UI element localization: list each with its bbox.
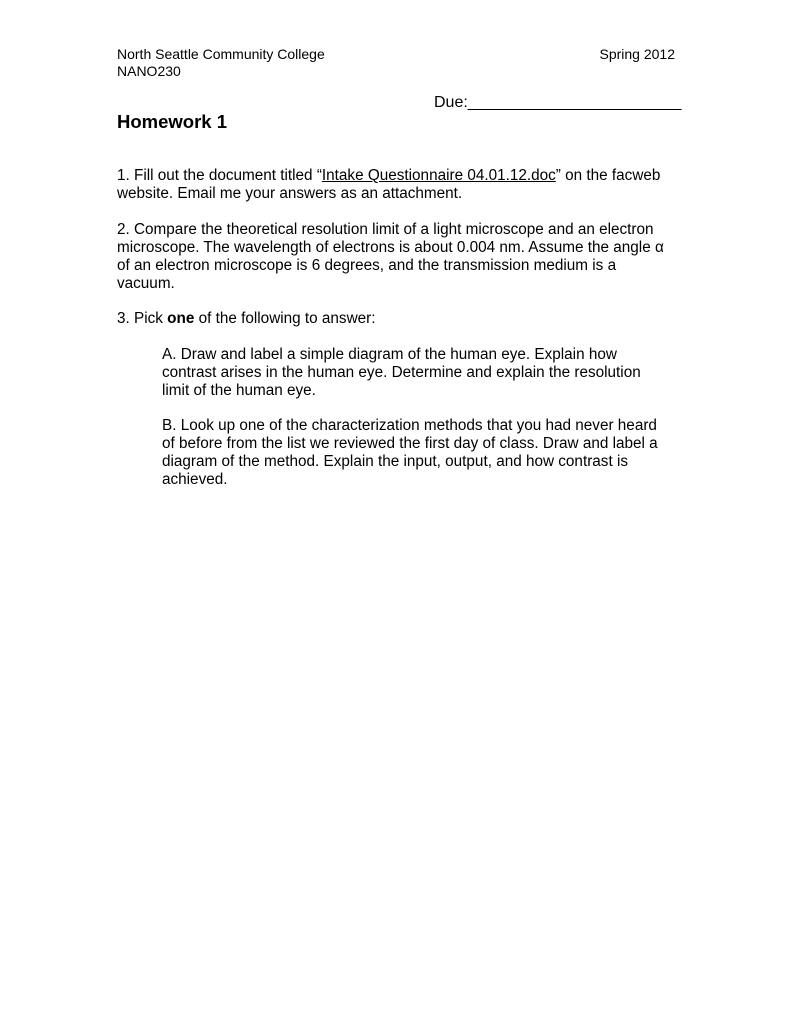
option-b-line-2: of before from the list we reviewed the first day of class. Draw and label a bbox=[162, 435, 658, 452]
option-b-line-1: B. Look up one of the characterization methods that you had never heard bbox=[162, 417, 657, 434]
institution-name: North Seattle Community College bbox=[117, 46, 325, 62]
due-label: Due: bbox=[434, 94, 468, 111]
question-3-text-before: 3. Pick bbox=[117, 310, 168, 327]
header-left bbox=[117, 46, 325, 80]
option-a-line-3: limit of the human eye. bbox=[162, 382, 316, 399]
option-a bbox=[162, 346, 674, 400]
question-1-text-after-link: ” on the facweb bbox=[555, 167, 661, 184]
term-label: Spring 2012 bbox=[599, 46, 675, 62]
option-b-line-3: diagram of the method. Explain the input, output, and how contrast is bbox=[162, 453, 628, 470]
page-title: Homework 1 bbox=[117, 111, 228, 132]
option-a-line-1: A. Draw and label a simple diagram of the human eye. Explain how bbox=[162, 346, 617, 363]
question-3-emphasis: one bbox=[167, 310, 195, 327]
option-b bbox=[162, 417, 674, 489]
question-3-text-after: of the following to answer: bbox=[194, 310, 376, 327]
option-b-line-4: achieved. bbox=[162, 471, 228, 488]
question-2-line-4: vacuum. bbox=[117, 275, 175, 292]
course-code: NANO230 bbox=[117, 63, 181, 79]
due-blank: ________________________ bbox=[467, 94, 682, 111]
option-a-line-2: contrast arises in the human eye. Determine and explain the resolution bbox=[162, 364, 641, 381]
question-2-line-2: microscope. The wavelength of electrons is about 0.004 nm. Assume the angle α bbox=[117, 239, 664, 256]
intake-questionnaire-link[interactable]: Intake Questionnaire 04.01.12.doc bbox=[321, 167, 556, 184]
question-2-line-1: 2. Compare the theoretical resolution limit of a light microscope and an electron bbox=[117, 221, 654, 238]
question-2 bbox=[117, 221, 677, 293]
question-1 bbox=[117, 167, 677, 203]
due-line bbox=[434, 93, 681, 112]
question-1-text-before-link: 1. Fill out the document titled “ bbox=[117, 167, 322, 184]
question-2-line-3: of an electron microscope is 6 degrees, and the transmission medium is a bbox=[117, 257, 617, 274]
question-1-line-2: website. Email me your answers as an attachment. bbox=[117, 185, 463, 202]
question-3 bbox=[117, 310, 677, 328]
question-1-line-1 bbox=[117, 167, 677, 185]
